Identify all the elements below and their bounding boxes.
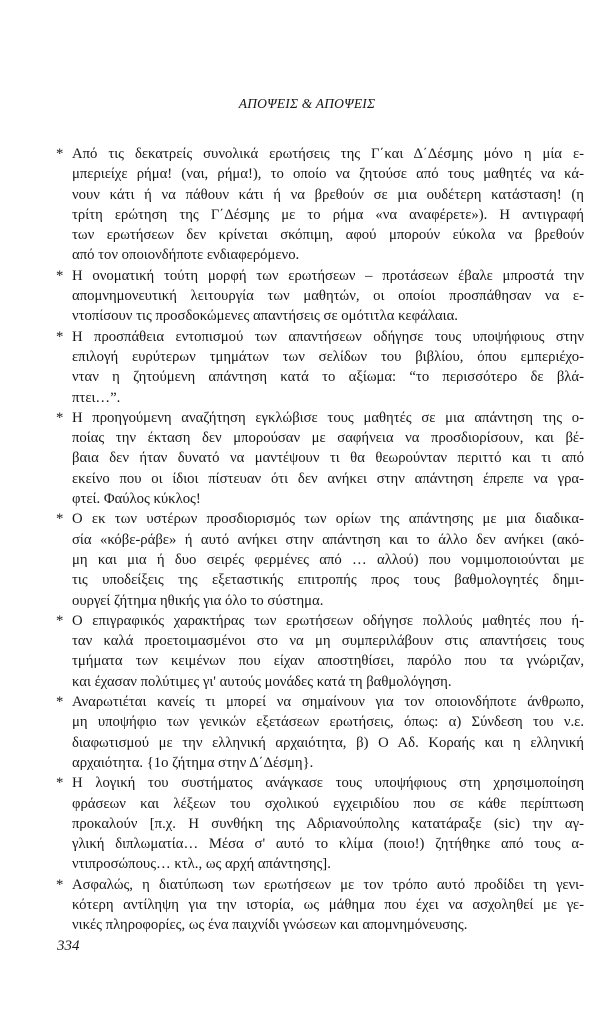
text-line: προκαλούν [π.χ. Η συνθήκη της Αδριανούπολης κατατάραξε (sic) την αγ- xyxy=(72,815,584,832)
text-line: Ο επιγραφικός χαρακτήρας των ερωτήσεων οδήγησε πολλούς μαθητές που ή- xyxy=(72,612,584,629)
text-line: φτεί. Φαύλος κύκλος! xyxy=(72,491,201,508)
body-text xyxy=(56,144,584,936)
text-line: πτει…”. xyxy=(72,389,121,406)
text-line: αρχαιότητα. {1ο ζήτημα στην Δ΄Δέσμη}. xyxy=(72,754,314,771)
text-line: ντιπροσώπους… κτλ., ως αρχή απάντησης]. xyxy=(72,856,331,873)
bullet-item xyxy=(56,144,584,266)
bullet-marker: * xyxy=(56,775,64,792)
running-header: ΑΠΟΨΕΙΣ & ΑΠΟΨΕΙΣ xyxy=(238,96,376,111)
text-line: και έχασαν πολύτιμες γι' αυτούς μονάδες κατά τη βαθμολόγηση. xyxy=(72,673,452,690)
text-line: μπεριείχε ρήμα! (ναι, ρήμα!), το οποίο να ζητούσε από τους μαθητές να κά- xyxy=(72,166,584,183)
text-line: γλική διπλωματία… Μέσα σ' αυτό το κλίμα (ποιο!) ζητήθηκε από τους α- xyxy=(72,836,584,853)
text-line: Η προσπάθεια εντοπισμού των απαντήσεων οδήγησε τους υποψήφιους στην xyxy=(72,328,584,345)
bullet-item xyxy=(56,509,584,610)
text-line: των ερωτήσεων δεν κρίνεται σκόπιμη, αφού μπορούν εύκολα να βρεθούν xyxy=(72,227,584,244)
text-line: διαφωτισμού με την ελληνική αρχαιότητα, β) Ο Αδ. Κοραής και η ελληνική xyxy=(72,734,584,751)
bullet-marker: * xyxy=(56,146,64,162)
bullet-marker: * xyxy=(56,267,64,284)
text-line: μη υποψήφιο των γενικών εξετάσεων ερωτήσεις, όπως: α) Σύνδεση του ν.ε. xyxy=(72,714,584,731)
bullet-marker: * xyxy=(56,876,64,893)
bullet-item xyxy=(56,773,584,874)
text-line: Η λογική του συστήματος ανάγκασε τους υποψήφιους στη χρησιμοποίηση xyxy=(72,775,584,792)
text-line: από τον οποιονδήποτε ενδιαφερόμενο. xyxy=(72,247,300,264)
text-line: ντοπίσουν τις προσδοκώμενες απαντήσεις σε ομότιτλα κεφάλαια. xyxy=(72,308,458,325)
text-line: νταν η ζητούμενη απάντηση κατά το αξίωμα: “το περισσότερο δε βλά- xyxy=(72,369,584,386)
text-line: μη και μια ή δυο σειρές φερμένες από … αλλού) που νομιμοποιούνται με xyxy=(72,551,584,568)
text-line: Ασφαλώς, η διατύπωση των ερωτήσεων με τον τρόπο αυτό προδίδει τη γενι- xyxy=(72,876,584,893)
text-line: φράσεων και λέξεων του σχολικού εγχειριδίου που σε κάθε περίπτωση xyxy=(72,795,584,812)
text-line: επιλογή ευρύτερων τμημάτων των σελίδων του βιβλίου, όπου εμπεριέχο- xyxy=(72,348,584,365)
bullet-marker: * xyxy=(56,612,64,629)
text-line: απομνημονευτική λειτουργία των μαθητών, οι οποίοι προσπάθησαν να ε- xyxy=(72,288,584,305)
text-line: Αναρωτιέται κανείς τι μπορεί να σημαίνουν για τον οποιονδήποτε άνθρωπο, xyxy=(72,694,584,711)
text-line: Η προηγούμενη αναζήτηση εγκλώβισε τους μαθητές σε μια απάντηση της ο- xyxy=(72,409,584,426)
text-line: βαια δεν ήταν δυνατό να μαντέψουν τι θα θεωρούνταν περιττό και τι από xyxy=(72,450,584,467)
bullet-marker: * xyxy=(56,328,64,345)
text-line: τμήματα των κειμένων που είχαν αποστηθίσει, παρόλο που τα γνώριζαν, xyxy=(72,653,584,670)
bullet-item xyxy=(56,266,584,327)
text-line: Από τις δεκατρείς συνολικά ερωτήσεις της Γ΄και Δ΄Δέσμης μόνο η μία ε- xyxy=(72,146,584,162)
text-line: τις υποδείξεις της εξεταστικής επιτροπής προς τους βαθμολογητές δημι- xyxy=(72,572,584,589)
text-line: νουν κάτι ή να πάθουν κάτι ή να βρεθούν σε μια ουδέτερη κατάσταση! (η xyxy=(72,186,584,203)
text-line: Ο εκ των υστέρων προσδιορισμός των ορίων της απάντησης με μια διαδικα- xyxy=(72,511,584,528)
bullet-marker: * xyxy=(56,694,64,711)
bullet-item xyxy=(56,327,584,408)
text-line: ταν καλά προετοιμασμένοι στο να μη συμπεριλάβουν στις απαντήσεις τους xyxy=(72,633,584,650)
text-line: ποίας την έκταση δεν μπορούσαν με σαφήνεια να προσδιορίσουν, και βέ- xyxy=(72,430,584,447)
text-line: σία «κόβε-ράβε» ή αυτό ανήκει στην απάντηση και το άλλο δεν ανήκει (ακό- xyxy=(72,531,584,548)
bullet-item xyxy=(56,692,584,773)
text-line: Η ονοματική τούτη μορφή των ερωτήσεων – προτάσεων έβαλε μπροστά την xyxy=(72,267,584,284)
text-line: εκείνο που οι ίδιοι πίστευαν ότι δεν ανήκει στην απάντηση έπρεπε να γρα- xyxy=(72,470,584,487)
text-line: νικές πληροφορίες, ως ένα παιχνίδι γνώσεων και απομνημόνευσης. xyxy=(72,917,468,934)
page-number: 334 xyxy=(57,938,80,954)
bullet-marker: * xyxy=(56,511,64,528)
text-line: τρίτη ερώτηση της Γ΄Δέσμης με το ρήμα «να αναφέρετε»). Η αντιγραφή xyxy=(72,206,584,223)
text-line: ουργεί ζήτημα ηθικής για όλο το σύστημα. xyxy=(72,592,324,609)
bullet-item xyxy=(56,875,584,936)
text-line: κότερη αντίληψη για την ιστορία, ως μάθημα που έχει να ασχοληθεί με γε- xyxy=(72,896,584,913)
bullet-marker: * xyxy=(56,409,64,426)
bullet-item xyxy=(56,408,584,509)
bullet-item xyxy=(56,611,584,692)
